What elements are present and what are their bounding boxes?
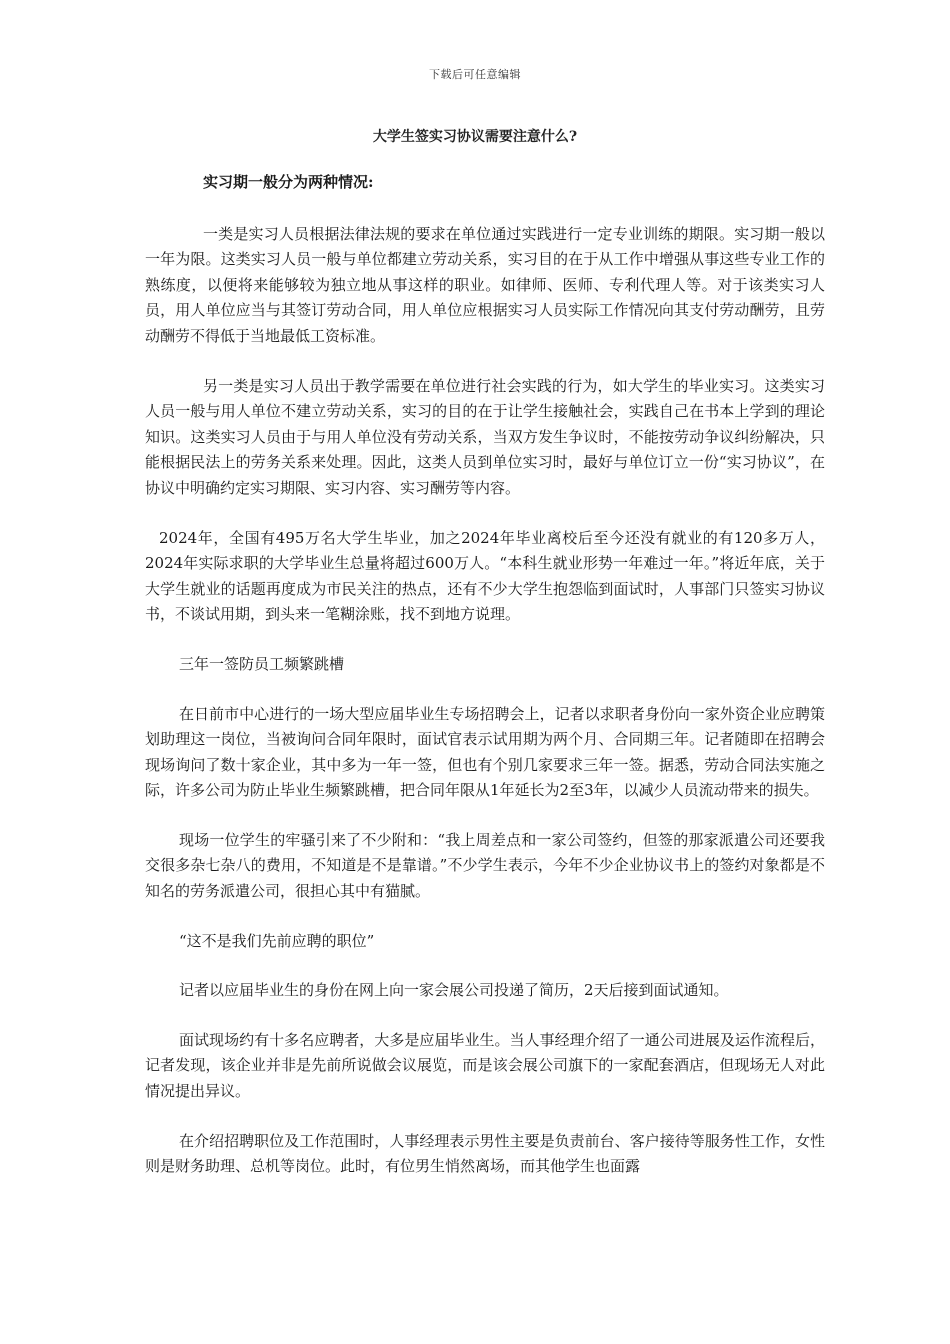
subheading-not-applied-position: “这不是我们先前应聘的职位”	[179, 931, 375, 950]
paragraph-graduate-stats: 2024年，全国有495万名大学生毕业，加之2024年毕业离校后至今还没有就业的有120多万人，2024年实际求职的大学毕业生总量将超过600万人。“本科生就业形势一年难过一年。”将近年底，关于大学生就业的话题再度成为市民关注的热点，还有不少大学生抱怨临到面试时，人事部门只签实习协议书，不谈试用期，到头来一笔糊涂账，找不到地方说理。	[145, 528, 825, 624]
document-title: 大学生签实习协议需要注意什么?	[372, 129, 578, 145]
paragraph-student-complaint: 现场一位学生的牢骚引来了不少附和：“我上周差点和一家公司签约，但签的那家派遣公司还要我交很多杂七杂八的费用，不知道是不是靠谱。”不少学生表示，今年不少企业协议书上的签约对象都是不知名的劳务派遣公司，很担心其中有猫腻。	[145, 830, 825, 901]
paragraph-resume-submission: 记者以应届毕业生的身份在网上向一家会展公司投递了简历，2天后接到面试通知。	[179, 981, 729, 1000]
subheading-three-year-contract: 三年一签防员工频繁跳槽	[179, 654, 345, 673]
section-heading: 实习期一般分为两种情况:	[203, 173, 374, 191]
paragraph-job-fair: 在日前市中心进行的一场大型应届毕业生专场招聘会上，记者以求职者身份向一家外资企业应聘策划助理这一岗位，当被询问合同年限时，面试官表示试用期为两个月、合同期三年。记者随即在招聘会现场询问了数十家企业，其中多为一年一签，但也有个别几家要求三年一签。据悉，劳动合同法实施之际，许多公司为防止毕业生频繁跳槽，把合同年限从1年延长为2至3年，以减少人员流动带来的损失。	[145, 704, 825, 800]
paragraph-interview-scene: 面试现场约有十多名应聘者，大多是应届毕业生。当人事经理介绍了一通公司进展及运作流程后，记者发现，该企业并非是先前所说做会议展览，而是该会展公司旗下的一家配套酒店，但现场无人对此情况提出异议。	[145, 1030, 825, 1101]
header-note: 下载后可任意编辑	[429, 68, 521, 81]
paragraph-second-type: 另一类是实习人员出于教学需要在单位进行社会实践的行为，如大学生的毕业实习。这类实习人员一般与用人单位不建立劳动关系，实习的目的在于让学生接触社会，实践自己在书本上学到的理论知识。这类实习人员由于与用人单位没有劳动关系，当双方发生争议时，不能按劳动争议纠纷解决，只能根据民法上的劳务关系来处理。因此，这类人员到单位实习时，最好与单位订立一份“实习协议”，在协议中明确约定实习期限、实习内容、实习酬劳等内容。	[145, 376, 825, 497]
document-body	[145, 170, 825, 1204]
paragraph-job-scope: 在介绍招聘职位及工作范围时，人事经理表示男性主要是负责前台、客户接待等服务性工作，女性则是财务助理、总机等岗位。此时，有位男生悄然离场，而其他学生也面露	[145, 1131, 825, 1176]
paragraph-first-type: 一类是实习人员根据法律法规的要求在单位通过实践进行一定专业训练的期限。实习期一般以一年为限。这类实习人员一般与单位都建立劳动关系，实习目的在于从工作中增强从事这些专业工作的熟练度，以便将来能够较为独立地从事这样的职业。如律师、医师、专利代理人等。对于该类实习人员，用人单位应当与其签订劳动合同，用人单位应根据实习人员实际工作情况向其支付劳动酬劳，且劳动酬劳不得低于当地最低工资标准。	[145, 224, 825, 345]
